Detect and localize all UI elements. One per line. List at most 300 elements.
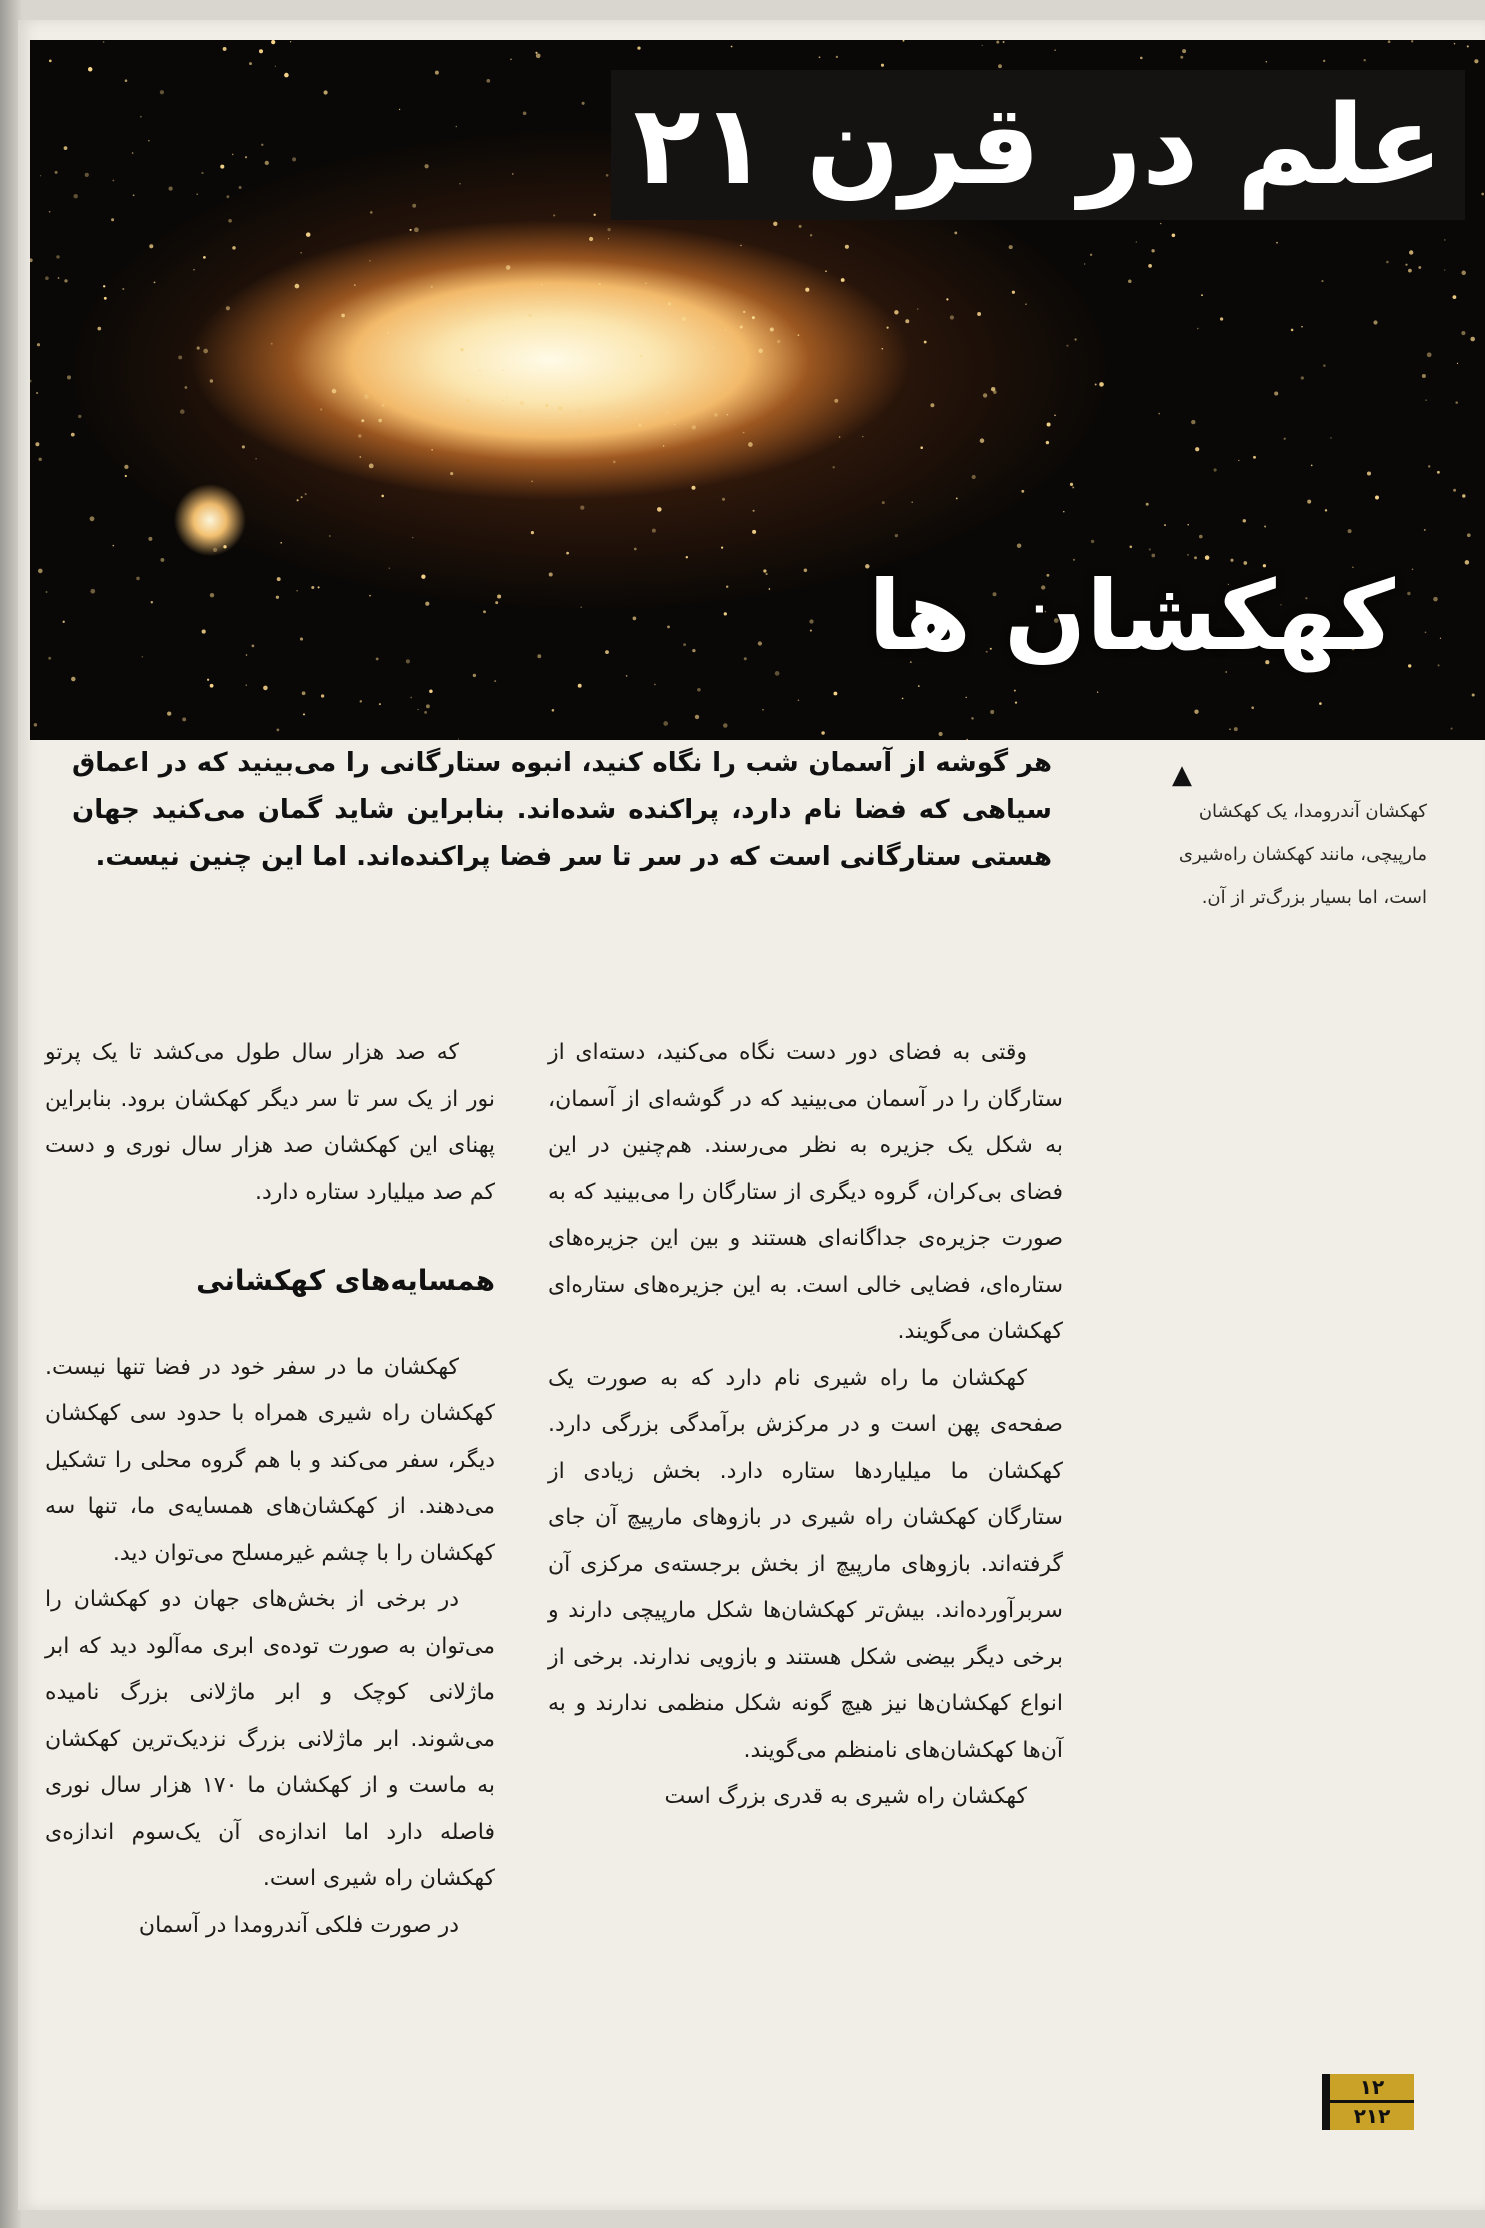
star-dot bbox=[882, 348, 884, 350]
star-dot bbox=[1438, 664, 1440, 666]
star-dot bbox=[486, 79, 490, 83]
star-dot bbox=[1128, 280, 1132, 284]
star-dot bbox=[358, 434, 361, 437]
star-dot bbox=[1054, 415, 1056, 417]
star-dot bbox=[265, 161, 269, 165]
star-dot bbox=[752, 530, 756, 534]
star-dot bbox=[740, 245, 741, 246]
star-dot bbox=[512, 173, 514, 175]
star-dot bbox=[497, 594, 501, 598]
star-dot bbox=[1284, 438, 1286, 440]
star-dot bbox=[1054, 49, 1056, 51]
star-dot bbox=[638, 423, 642, 427]
star-dot bbox=[292, 157, 296, 161]
star-dot bbox=[104, 297, 107, 300]
star-dot bbox=[1097, 692, 1098, 693]
star-dot bbox=[819, 56, 821, 58]
star-dot bbox=[332, 389, 337, 394]
star-dot bbox=[549, 572, 553, 576]
star-dot bbox=[494, 680, 496, 682]
star-dot bbox=[483, 610, 486, 613]
star-dot bbox=[140, 116, 142, 118]
star-dot bbox=[398, 371, 400, 373]
page-number-box bbox=[1322, 2074, 1414, 2130]
star-dot bbox=[762, 709, 764, 711]
star-dot bbox=[652, 529, 656, 533]
star-dot bbox=[424, 164, 428, 168]
star-dot bbox=[1003, 41, 1005, 43]
series-title: علم در قرن ۲۱ bbox=[611, 70, 1465, 220]
star-dot bbox=[277, 729, 280, 732]
star-dot bbox=[300, 252, 301, 253]
star-dot bbox=[674, 394, 675, 395]
star-dot bbox=[1470, 337, 1475, 342]
star-dot bbox=[1187, 524, 1189, 526]
star-dot bbox=[930, 403, 934, 407]
star-dot bbox=[809, 619, 813, 623]
star-dot bbox=[71, 677, 76, 682]
star-dot bbox=[1099, 382, 1104, 387]
star-dot bbox=[502, 369, 504, 371]
star-dot bbox=[1465, 560, 1470, 565]
star-dot bbox=[1301, 326, 1303, 328]
star-dot bbox=[682, 317, 686, 321]
star-dot bbox=[210, 593, 214, 597]
star-dot bbox=[160, 90, 164, 94]
star-dot bbox=[1182, 49, 1186, 53]
star-dot bbox=[1194, 556, 1197, 559]
star-dot bbox=[589, 237, 593, 241]
star-dot bbox=[36, 392, 38, 394]
star-dot bbox=[429, 689, 433, 693]
star-dot bbox=[151, 601, 153, 603]
star-dot bbox=[1151, 554, 1155, 558]
star-dot bbox=[834, 399, 838, 403]
star-dot bbox=[523, 111, 527, 115]
star-dot bbox=[724, 612, 727, 615]
star-dot bbox=[381, 404, 384, 407]
body-paragraph: وقتی به فضای دور دست نگاه می‌کنید، دسته‌ای از ستارگان را در آسمان می‌بینید که در گوشه‌ای از آسمان، به شکل یک جزیره به نظر می‌رسند. هم‌چنین در این فضای بی‌کران، گروه دیگری از ستارگان را می‌بینید که به صورت جزیره‌ی جداگانه‌ای هستند و بین این جزیره‌های ستاره‌ای، فضایی خالی است. به این جزیره‌های ستاره‌ای کهکشان می‌گویند. bbox=[548, 1040, 1063, 1344]
star-dot bbox=[370, 211, 373, 214]
star-dot bbox=[731, 46, 733, 48]
star-dot bbox=[318, 586, 320, 588]
star-dot bbox=[1214, 468, 1217, 471]
star-dot bbox=[305, 493, 307, 495]
star-dot bbox=[160, 558, 164, 562]
star-dot bbox=[825, 270, 827, 272]
star-dot bbox=[1172, 234, 1176, 238]
star-dot bbox=[58, 277, 60, 279]
star-dot bbox=[125, 79, 128, 82]
star-dot bbox=[616, 415, 619, 418]
star-dot bbox=[743, 432, 745, 434]
star-dot bbox=[1411, 40, 1413, 42]
star-dot bbox=[35, 442, 39, 446]
star-dot bbox=[39, 458, 42, 461]
star-dot bbox=[381, 495, 384, 498]
star-dot bbox=[506, 265, 511, 270]
star-dot bbox=[167, 711, 171, 715]
star-dot bbox=[1180, 56, 1183, 59]
star-dot bbox=[578, 409, 581, 412]
star-dot bbox=[1017, 543, 1022, 548]
star-dot bbox=[276, 596, 279, 599]
star-dot bbox=[990, 710, 994, 714]
star-dot bbox=[303, 713, 305, 715]
star-dot bbox=[1046, 441, 1049, 444]
star-dot bbox=[1063, 511, 1064, 512]
star-dot bbox=[412, 537, 413, 538]
star-dot bbox=[663, 445, 665, 447]
body-paragraph: در برخی از بخش‌های جهان دو کهکشان را می‌توان به صورت توده‌ی ابری مه‌آلود دید که ابر ماژلانی کوچک و ابر ماژلانی بزرگ نامیده می‌شوند. ابر ماژلانی بزرگ نزدیک‌ترین کهکشان به ماست و از کهکشان ما ۱۷۰ هزار سال نوری فاصله دارد اما اندازه‌ی آن یک‌سوم اندازه‌ی کهکشان راه شیری است. bbox=[45, 1587, 495, 1891]
star-dot bbox=[1319, 702, 1322, 705]
star-dot bbox=[232, 154, 234, 156]
star-dot bbox=[67, 375, 71, 379]
star-dot bbox=[207, 679, 209, 681]
star-dot bbox=[722, 498, 725, 501]
star-dot bbox=[271, 343, 273, 345]
star-dot bbox=[580, 506, 584, 510]
star-dot bbox=[1025, 303, 1027, 305]
star-dot bbox=[296, 590, 297, 591]
star-dot bbox=[149, 244, 153, 248]
star-dot bbox=[148, 537, 152, 541]
star-dot bbox=[324, 90, 328, 94]
star-dot bbox=[1276, 242, 1278, 244]
caption-text: کهکشان آندرومدا، یک کهکشان مارپیچی، مانند کهکشان راه‌شیری است، اما بسیار بزرگ‌تر از آن. bbox=[1178, 801, 1427, 908]
star-dot bbox=[971, 717, 973, 719]
star-dot bbox=[1015, 701, 1017, 703]
star-dot bbox=[939, 732, 943, 736]
star-dot bbox=[1481, 193, 1484, 196]
star-dot bbox=[459, 183, 460, 184]
star-dot bbox=[245, 156, 247, 158]
star-dot bbox=[748, 442, 753, 447]
left-column bbox=[45, 1030, 495, 1949]
star-dot bbox=[387, 332, 389, 334]
star-dot bbox=[972, 475, 976, 479]
star-dot bbox=[37, 343, 40, 346]
star-dot bbox=[389, 567, 391, 569]
star-dot bbox=[773, 222, 777, 226]
star-dot bbox=[553, 305, 554, 306]
star-dot bbox=[1330, 437, 1332, 439]
star-dot bbox=[48, 657, 51, 660]
star-dot bbox=[686, 556, 688, 558]
star-dot bbox=[1234, 727, 1238, 731]
star-dot bbox=[725, 330, 726, 331]
intro-paragraph: هر گوشه از آسمان شب را نگاه کنید، انبوه ستارگانی را می‌بینید که در اعماق سیاهی که فضا نام دارد، پراکنده شده‌اند. بنابراین شاید گمان می‌کنید جهان هستی ستارگانی است که در سر تا سر فضا پراکنده‌اند. اما این چنین نیست. bbox=[72, 748, 1052, 872]
star-dot bbox=[531, 531, 534, 534]
star-dot bbox=[410, 229, 412, 231]
star-dot bbox=[833, 692, 837, 696]
star-dot bbox=[1012, 291, 1015, 294]
star-dot bbox=[1444, 269, 1445, 270]
star-dot bbox=[553, 214, 555, 216]
star-dot bbox=[1455, 401, 1458, 404]
star-dot bbox=[777, 340, 781, 344]
star-dot bbox=[300, 637, 303, 640]
star-dot bbox=[261, 144, 263, 146]
star-dot bbox=[431, 449, 433, 451]
star-dot bbox=[721, 547, 723, 549]
star-dot bbox=[905, 319, 909, 323]
star-dot bbox=[252, 645, 255, 648]
star-dot bbox=[1422, 374, 1426, 378]
star-dot bbox=[758, 641, 762, 645]
star-dot bbox=[982, 45, 983, 46]
star-dot bbox=[431, 286, 433, 288]
star-dot bbox=[1149, 548, 1151, 550]
star-dot bbox=[376, 657, 379, 660]
star-dot bbox=[369, 595, 371, 597]
star-dot bbox=[473, 674, 476, 677]
star-dot bbox=[965, 697, 967, 699]
star-dot bbox=[1388, 40, 1391, 43]
star-dot bbox=[122, 288, 124, 290]
star-dot bbox=[1136, 241, 1137, 242]
star-dot bbox=[311, 586, 314, 589]
star-dot bbox=[1066, 345, 1068, 347]
star-dot bbox=[136, 577, 140, 581]
star-dot bbox=[1264, 526, 1266, 528]
star-dot bbox=[1323, 364, 1326, 367]
star-dot bbox=[520, 401, 525, 406]
star-dot bbox=[541, 284, 542, 285]
star-dot bbox=[495, 601, 498, 604]
star-dot bbox=[1229, 729, 1230, 730]
star-dot bbox=[38, 569, 43, 574]
star-dot bbox=[295, 284, 300, 289]
star-dot bbox=[124, 465, 128, 469]
star-dot bbox=[154, 282, 156, 284]
star-dot bbox=[1148, 264, 1152, 268]
star-dot bbox=[271, 40, 275, 44]
star-dot bbox=[239, 186, 242, 189]
star-dot bbox=[744, 657, 747, 660]
star-dot bbox=[320, 408, 322, 410]
star-dot bbox=[133, 194, 135, 196]
star-dot bbox=[369, 260, 371, 262]
star-dot bbox=[763, 569, 766, 572]
star-dot bbox=[798, 334, 800, 336]
star-dot bbox=[613, 461, 616, 464]
star-dot bbox=[148, 140, 150, 142]
star-dot bbox=[886, 326, 888, 328]
star-dot bbox=[421, 575, 425, 579]
star-dot bbox=[1375, 496, 1379, 500]
star-dot bbox=[71, 433, 75, 437]
star-dot bbox=[723, 723, 728, 728]
star-dot bbox=[1412, 569, 1414, 571]
star-dot bbox=[775, 671, 780, 676]
star-dot bbox=[435, 71, 439, 75]
star-dot bbox=[425, 602, 429, 606]
star-dot bbox=[667, 412, 669, 414]
star-dot bbox=[578, 684, 582, 688]
star-dot bbox=[203, 256, 206, 259]
star-dot bbox=[259, 49, 263, 53]
star-dot bbox=[640, 355, 643, 358]
star-dot bbox=[946, 298, 948, 300]
star-dot bbox=[1461, 331, 1465, 335]
star-dot bbox=[359, 456, 361, 458]
star-dot bbox=[1074, 338, 1076, 340]
star-dot bbox=[34, 723, 37, 726]
star-dot bbox=[626, 675, 628, 677]
star-dot bbox=[911, 501, 913, 503]
star-dot bbox=[607, 228, 610, 231]
star-dot bbox=[1238, 460, 1239, 461]
star-dot bbox=[1253, 456, 1256, 459]
star-dot bbox=[1274, 391, 1278, 395]
star-dot bbox=[1191, 420, 1195, 424]
star-dot bbox=[1266, 61, 1267, 62]
star-dot bbox=[390, 377, 391, 378]
star-dot bbox=[1453, 489, 1456, 492]
star-dot bbox=[537, 654, 541, 658]
star-dot bbox=[626, 310, 628, 312]
star-dot bbox=[364, 394, 369, 399]
star-dot bbox=[246, 654, 248, 656]
page-number: ۲۱۲ bbox=[1353, 2104, 1391, 2128]
star-dot bbox=[535, 52, 537, 54]
star-dot bbox=[1301, 376, 1304, 379]
star-dot bbox=[1251, 706, 1254, 709]
star-dot bbox=[903, 40, 905, 42]
star-dot bbox=[455, 126, 457, 128]
star-dot bbox=[1373, 320, 1377, 324]
star-dot bbox=[759, 349, 763, 353]
star-dot bbox=[1164, 524, 1166, 526]
star-dot bbox=[321, 694, 324, 697]
star-dot bbox=[45, 276, 49, 280]
star-dot bbox=[263, 686, 268, 691]
star-dot bbox=[1194, 710, 1198, 714]
star-dot bbox=[598, 283, 600, 285]
star-dot bbox=[1187, 554, 1188, 555]
star-dot bbox=[378, 419, 382, 423]
body-paragraph: که صد هزار سال طول می‌کشد تا یک پرتو نور از یک سر تا سر دیگر کهکشان برود. بنابراین پهنای این کهکشان صد هزار سال نوری و دست کم صد میلیارد ستاره دارد. bbox=[45, 1040, 495, 1205]
star-dot bbox=[531, 481, 533, 483]
star-dot bbox=[30, 258, 33, 262]
star-dot bbox=[1220, 317, 1223, 320]
star-dot bbox=[280, 542, 282, 544]
star-dot bbox=[302, 691, 306, 695]
star-dot bbox=[49, 60, 52, 63]
star-dot bbox=[203, 349, 208, 354]
star-dot bbox=[1090, 254, 1092, 256]
star-dot bbox=[1197, 328, 1199, 330]
star-dot bbox=[1461, 271, 1466, 276]
star-dot bbox=[740, 326, 743, 329]
star-dot bbox=[1243, 519, 1246, 522]
star-dot bbox=[634, 548, 637, 551]
star-dot bbox=[633, 617, 637, 621]
star-dot bbox=[142, 656, 144, 658]
star-dot bbox=[193, 269, 195, 271]
star-dot bbox=[369, 464, 374, 469]
star-dot bbox=[466, 308, 470, 312]
star-dot bbox=[605, 650, 609, 654]
star-dot bbox=[695, 715, 699, 719]
star-dot bbox=[46, 591, 48, 593]
star-dot bbox=[711, 347, 714, 350]
star-dot bbox=[56, 255, 59, 258]
star-dot bbox=[169, 187, 173, 191]
star-dot bbox=[566, 552, 569, 555]
star-dot bbox=[341, 314, 345, 318]
star-dot bbox=[182, 717, 186, 721]
star-dot bbox=[1433, 597, 1438, 602]
right-column bbox=[548, 1030, 1063, 1821]
star-dot bbox=[836, 56, 838, 58]
star-dot bbox=[1201, 294, 1203, 296]
star-dot bbox=[410, 697, 412, 699]
star-dot bbox=[552, 709, 555, 712]
star-dot bbox=[821, 731, 824, 734]
star-dot bbox=[1474, 59, 1478, 63]
star-dot bbox=[1409, 250, 1413, 254]
star-dot bbox=[220, 165, 224, 169]
star-dot bbox=[1199, 535, 1203, 539]
star-dot bbox=[980, 438, 985, 443]
star-dot bbox=[1084, 263, 1085, 264]
star-dot bbox=[683, 643, 686, 646]
star-dot bbox=[582, 102, 585, 105]
star-dot bbox=[536, 53, 541, 58]
star-dot bbox=[90, 516, 95, 521]
star-dot bbox=[726, 585, 728, 587]
star-dot bbox=[185, 386, 188, 389]
star-dot bbox=[714, 413, 718, 417]
triangle-up-icon: ▲ bbox=[1172, 760, 1192, 790]
star-dot bbox=[103, 285, 105, 287]
star-dot bbox=[841, 278, 845, 282]
star-dot bbox=[917, 308, 919, 310]
star-dot bbox=[246, 685, 247, 686]
star-dot bbox=[426, 704, 430, 708]
galaxy-hero-image bbox=[30, 40, 1485, 740]
star-dot bbox=[1146, 503, 1149, 506]
star-dot bbox=[727, 414, 729, 416]
star-dot bbox=[55, 171, 58, 174]
star-dot bbox=[1451, 728, 1453, 730]
body-paragraph: در صورت فلکی آندرومدا در آسمان bbox=[138, 1912, 459, 1938]
star-dot bbox=[49, 211, 51, 213]
star-dot bbox=[255, 458, 257, 460]
star-dot bbox=[594, 214, 596, 216]
star-dot bbox=[223, 47, 227, 51]
star-dot bbox=[329, 535, 331, 537]
star-dot bbox=[213, 548, 217, 552]
star-dot bbox=[132, 152, 134, 154]
star-dot bbox=[558, 407, 562, 411]
star-dot bbox=[290, 41, 291, 42]
star-dot bbox=[64, 146, 68, 150]
star-dot bbox=[30, 380, 32, 383]
star-dot bbox=[479, 369, 481, 371]
star-dot bbox=[1325, 509, 1327, 511]
star-dot bbox=[1405, 264, 1407, 266]
star-dot bbox=[226, 306, 230, 310]
star-dot bbox=[406, 659, 410, 663]
star-dot bbox=[918, 685, 920, 687]
star-dot bbox=[450, 472, 453, 475]
star-dot bbox=[895, 534, 898, 537]
star-dot bbox=[637, 46, 640, 49]
star-dot bbox=[1021, 490, 1024, 493]
